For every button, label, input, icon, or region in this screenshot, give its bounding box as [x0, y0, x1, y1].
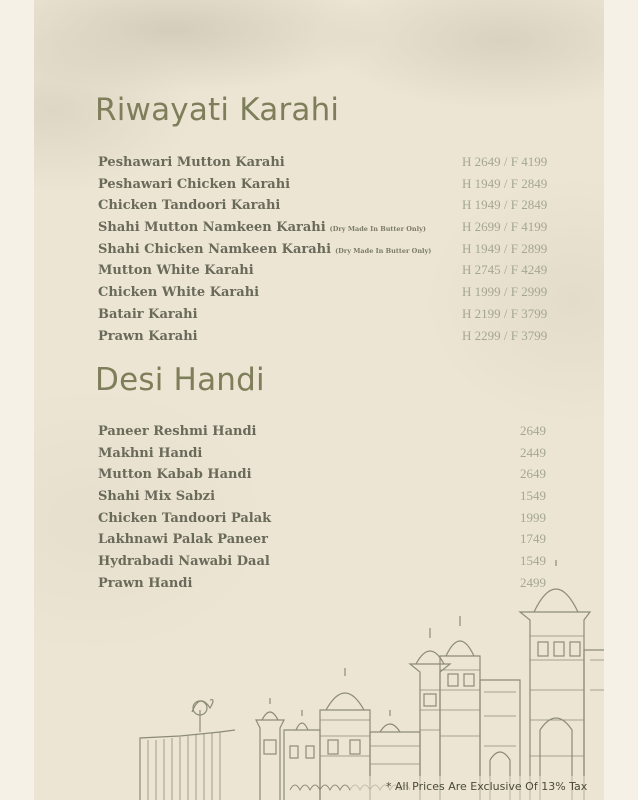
item-price: 1999 — [520, 509, 546, 525]
item-name: Paneer Reshmi Handi — [98, 424, 257, 439]
section-title-riwayati-karahi: Riwayati Karahi — [95, 92, 340, 128]
item-name: Mutton Kabab Handi — [98, 467, 252, 483]
menu-item — [98, 216, 548, 238]
item-name: Hydrabadi Nawabi Daal — [98, 554, 270, 570]
item-price: 2449 — [520, 444, 546, 460]
item-price: 1549 — [520, 488, 546, 504]
item-name: Makhni Handi — [98, 445, 203, 461]
menu-item — [98, 173, 548, 195]
item-price: H 1999 / F 2999 — [462, 284, 548, 300]
item-price: 2649 — [520, 423, 546, 438]
menu-item — [98, 325, 548, 347]
item-note: (Dry Made In Butter Only) — [329, 225, 426, 234]
item-name: Shahi Mutton Namkeen Karahi (Dry Made In Butter Only) — [98, 220, 426, 236]
menu-item — [98, 528, 548, 550]
item-name: Mutton White Karahi — [98, 263, 254, 279]
item-name: Peshawari Chicken Karahi — [98, 176, 291, 192]
tax-disclaimer: * All Prices Are Exclusive Of 13% Tax — [386, 780, 588, 793]
menu-item — [98, 303, 548, 325]
item-name: Chicken Tandoori Karahi — [98, 198, 281, 214]
item-name: Prawn Karahi — [98, 328, 198, 344]
menu-item — [98, 420, 548, 442]
right-margin — [604, 0, 638, 800]
item-price: H 1949 / F 2849 — [462, 197, 548, 213]
item-price: H 2299 / F 3799 — [462, 327, 548, 343]
item-price: 1749 — [520, 531, 546, 547]
fort-skyline-sketch — [120, 560, 604, 800]
item-price: 2649 — [520, 466, 546, 482]
item-name: Chicken Tandoori Palak — [98, 510, 272, 526]
item-name: Peshawari Mutton Karahi — [98, 155, 285, 170]
item-price: H 2699 / F 4199 — [462, 219, 548, 235]
riwayati-karahi-list — [98, 151, 548, 346]
left-margin — [0, 0, 34, 800]
menu-item — [98, 259, 548, 281]
item-price: 1549 — [520, 553, 546, 569]
item-name: Chicken White Karahi — [98, 285, 260, 301]
item-price: H 1949 / F 2899 — [462, 240, 548, 256]
item-price: 2499 — [520, 574, 546, 590]
item-price: H 1949 / F 2849 — [462, 175, 548, 191]
item-price: H 2199 / F 3799 — [462, 305, 548, 321]
item-name: Prawn Handi — [98, 575, 193, 591]
menu-item — [98, 485, 548, 507]
item-name: Shahi Mix Sabzi — [98, 489, 216, 505]
item-name: Lakhnawi Palak Paneer — [98, 532, 268, 548]
item-name: Shahi Chicken Namkeen Karahi (Dry Made In Butter Only) — [98, 241, 432, 257]
menu-item — [98, 194, 548, 216]
menu-item — [98, 281, 548, 303]
menu-item — [98, 151, 548, 173]
section-title-desi-handi: Desi Handi — [95, 362, 265, 398]
item-note: (Dry Made In Butter Only) — [335, 246, 432, 255]
item-price: H 2649 / F 4199 — [462, 154, 548, 169]
menu-item — [98, 507, 548, 529]
menu-item — [98, 463, 548, 485]
menu-item — [98, 238, 548, 260]
menu-item — [98, 442, 548, 464]
item-name: Batair Karahi — [98, 306, 198, 322]
item-price: H 2745 / F 4249 — [462, 262, 548, 278]
